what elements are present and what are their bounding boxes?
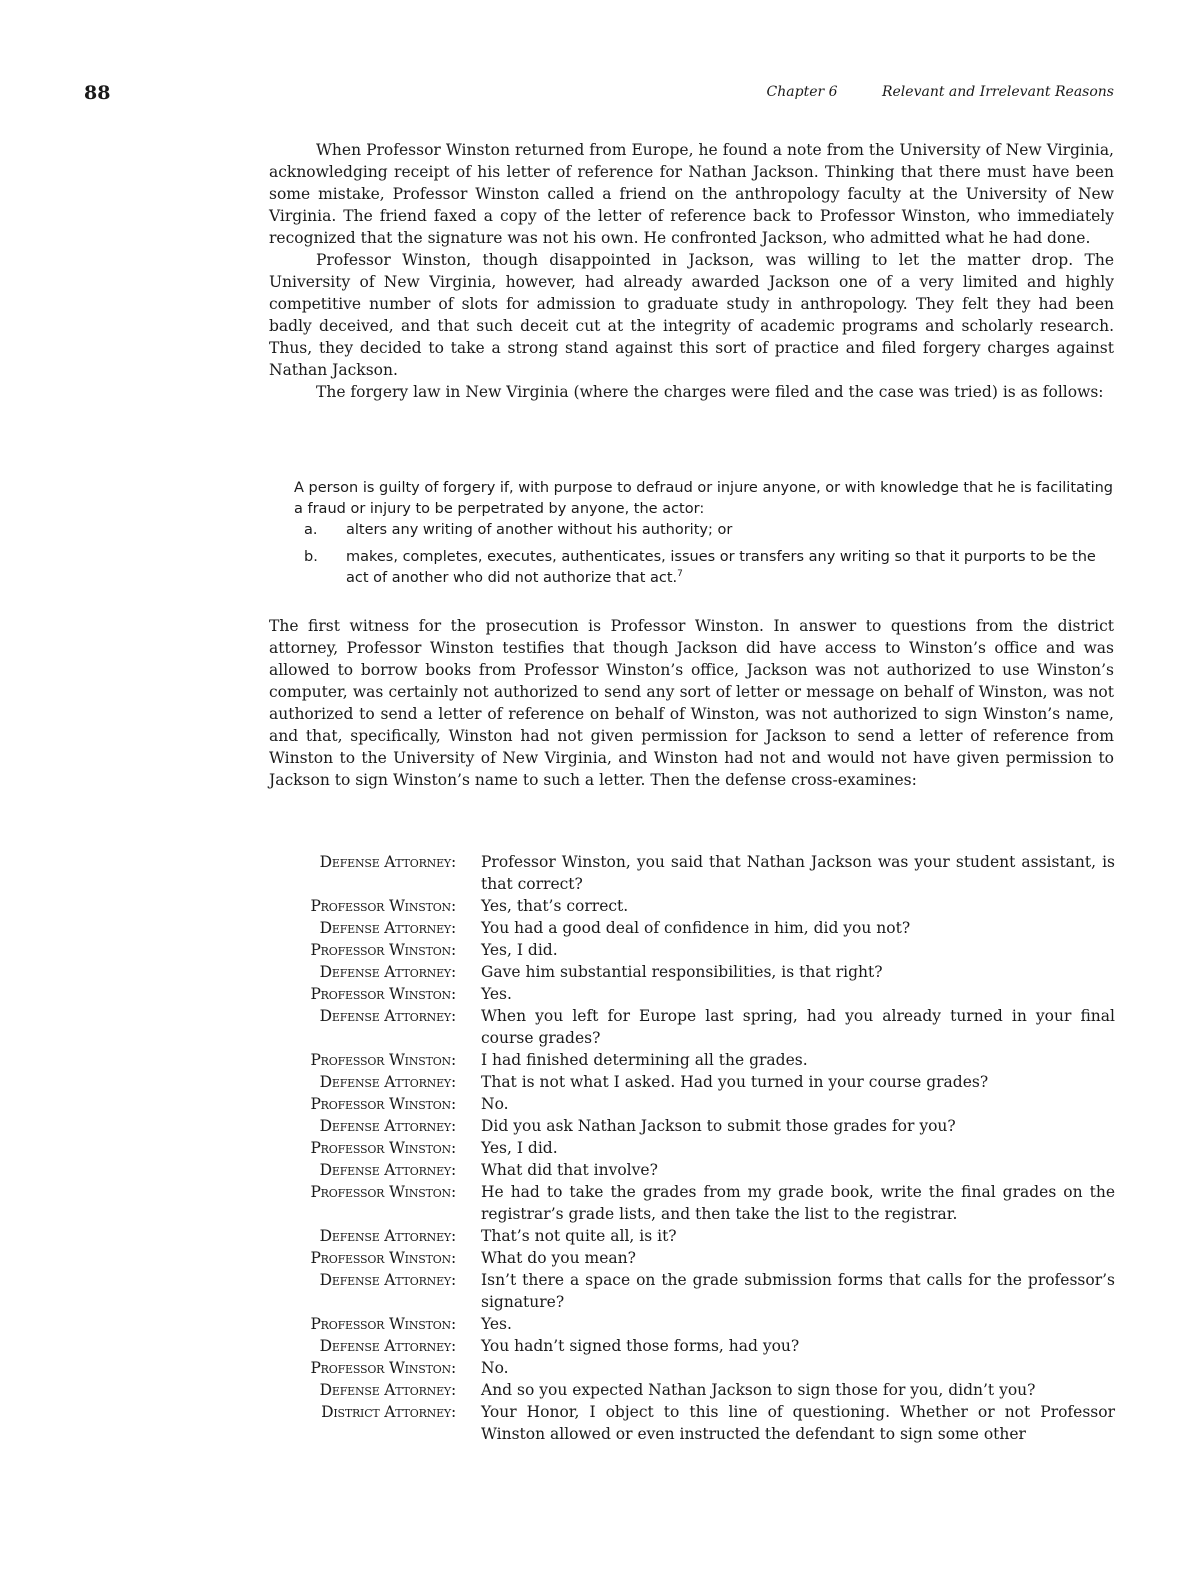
dialogue-line: Yes.: [481, 985, 512, 1003]
dialogue-turn: [250, 1313, 1115, 1335]
dialogue-line: Your Honor, I object to this line of questioning. Whether or not Professor Winston allowed or even instructed the defendant to sign some other: [481, 1403, 1115, 1443]
narrative-paragraph: When Professor Winston returned from Europe, he found a note from the University of New Virginia, acknowledging receipt of his letter of reference for Nathan Jackson. Thinking that there must have been some mistake, Professor Winston called a friend on the anthropology faculty at the University of New Virginia. The friend faxed a copy of the letter of reference back to Professor Winston, who immediately recognized that the signature was not his own. He confronted Jackson, who admitted what he had done.: [269, 141, 1114, 247]
dialogue-turn: [250, 983, 1115, 1005]
dialogue-turn: [250, 939, 1115, 961]
dialogue-turn: [250, 851, 1115, 895]
dialogue-line: What do you mean?: [481, 1249, 636, 1267]
dialogue-line: That is not what I asked. Had you turned in your course grades?: [481, 1073, 989, 1091]
dialogue-line: What did that involve?: [481, 1161, 658, 1179]
statute-quote: [294, 478, 1114, 589]
statute-intro: A person is guilty of forgery if, with purpose to defraud or injure anyone, or with knowledge that he is facilitating a fraud or injury to be perpetrated by anyone, the actor:: [294, 480, 1114, 517]
speaker-label: Professor Winston:: [310, 1183, 456, 1201]
speaker-label: Professor Winston:: [310, 985, 456, 1003]
dialogue-turn: [250, 1093, 1115, 1115]
dialogue-line: Professor Winston, you said that Nathan Jackson was your student assistant, is that correct?: [481, 853, 1115, 893]
speaker-label: Professor Winston:: [310, 1315, 456, 1333]
speaker-label: Defense Attorney:: [319, 1337, 456, 1355]
dialogue-line: Yes, I did.: [481, 1139, 558, 1157]
speaker-label: District Attorney:: [321, 1403, 456, 1421]
speaker-label: Defense Attorney:: [319, 1381, 456, 1399]
dialogue-turn: [250, 1247, 1115, 1269]
speaker-label: Professor Winston:: [310, 1139, 456, 1157]
dialogue-line: No.: [481, 1095, 509, 1113]
dialogue-line: No.: [481, 1359, 509, 1377]
dialogue-turn: [250, 1137, 1115, 1159]
dialogue-line: Did you ask Nathan Jackson to submit those grades for you?: [481, 1117, 956, 1135]
dialogue-turn: [250, 1357, 1115, 1379]
dialogue-turn: [250, 917, 1115, 939]
dialogue-turn: [250, 895, 1115, 917]
page-number: 88: [84, 82, 111, 104]
speaker-label: Defense Attorney:: [319, 1073, 456, 1091]
speaker-label: Defense Attorney:: [319, 963, 456, 981]
statute-item-text: makes, completes, executes, authenticates, issues or transfers any writing so that it purports to be the act of another who did not authorize that act.: [346, 549, 1096, 586]
chapter-title: Relevant and Irrelevant Reasons: [881, 84, 1114, 100]
dialogue-line: You hadn’t signed those forms, had you?: [481, 1337, 800, 1355]
dialogue-line: And so you expected Nathan Jackson to sign those for you, didn’t you?: [481, 1381, 1036, 1399]
speaker-label: Professor Winston:: [310, 1249, 456, 1267]
speaker-label: Professor Winston:: [310, 1095, 456, 1113]
statute-item: [294, 547, 1114, 589]
dialogue-turn: [250, 1005, 1115, 1049]
running-head: [767, 84, 1114, 100]
dialogue-line: I had finished determining all the grades.: [481, 1051, 808, 1069]
statute-item-mark: a.: [304, 522, 318, 538]
speaker-label: Defense Attorney:: [319, 1161, 456, 1179]
dialogue-turn: [250, 1269, 1115, 1313]
dialogue-turn: [250, 1181, 1115, 1225]
dialogue-line: When you left for Europe last spring, had you already turned in your final course grades?: [481, 1007, 1115, 1047]
speaker-label: Professor Winston:: [310, 1051, 456, 1069]
narrative-section: [269, 139, 1114, 403]
testimony-section: [269, 615, 1114, 791]
statute-item-text: alters any writing of another without his authority; or: [346, 522, 733, 538]
dialogue-line: He had to take the grades from my grade book, write the final grades on the registrar’s grade lists, and then take the list to the registrar.: [481, 1183, 1115, 1223]
speaker-label: Defense Attorney:: [319, 853, 456, 871]
statute-item-mark: b.: [304, 549, 318, 565]
dialogue-line: You had a good deal of confidence in him, did you not?: [481, 919, 911, 937]
speaker-label: Professor Winston:: [310, 897, 456, 915]
dialogue-turn: [250, 1401, 1115, 1445]
speaker-label: Professor Winston:: [310, 1359, 456, 1377]
speaker-label: Defense Attorney:: [319, 1007, 456, 1025]
dialogue-line: Gave him substantial responsibilities, is that right?: [481, 963, 883, 981]
dialogue-line: That’s not quite all, is it?: [481, 1227, 677, 1245]
dialogue-turn: [250, 1159, 1115, 1181]
narrative-paragraph: Professor Winston, though disappointed in Jackson, was willing to let the matter drop. The University of New Virginia, however, had already awarded Jackson one of a very limited and highly competitive number of slots for admission to graduate study in anthropology. They felt they had been badly deceived, and that such deceit cut at the integrity of academic programs and scholarly research. Thus, they decided to take a strong stand against this sort of practice and filed forgery charges against Nathan Jackson.: [269, 251, 1114, 379]
dialogue-turn: [250, 1379, 1115, 1401]
testimony-paragraph: The first witness for the prosecution is Professor Winston. In answer to questions from the district attorney, Professor Winston testifies that though Jackson did have access to Winston’s office and was allowed to borrow books from Professor Winston’s office, Jackson was not authorized to use Winston’s computer, was certainly not authorized to send any sort of letter or message on behalf of Winston, was not authorized to send a letter of reference on behalf of Winston, was not authorized to sign Winston’s name, and that, specifically, Winston had not given permission for Jackson to send a letter of reference from Winston to the University of New Virginia, and Winston had not and would not have given permission to Jackson to sign Winston’s name to such a letter. Then the defense cross-examines:: [269, 617, 1114, 789]
dialogue-line: Isn’t there a space on the grade submission forms that calls for the professor’s signature?: [481, 1271, 1115, 1311]
dialogue-line: Yes, I did.: [481, 941, 558, 959]
statute-item: [294, 520, 1114, 541]
dialogue-turn: [250, 1115, 1115, 1137]
chapter-label: Chapter 6: [766, 84, 838, 100]
statute-item-text-wrap: [346, 547, 1114, 589]
dialogue-turn: [250, 1071, 1115, 1093]
dialogue-turn: [250, 1225, 1115, 1247]
dialogue-line: Yes.: [481, 1315, 512, 1333]
speaker-label: Defense Attorney:: [319, 1117, 456, 1135]
speaker-label: Defense Attorney:: [319, 1271, 456, 1289]
narrative-paragraph: The forgery law in New Virginia (where the charges were filed and the case was tried) is as follows:: [316, 383, 1104, 401]
speaker-label: Professor Winston:: [310, 941, 456, 959]
dialogue-line: Yes, that’s correct.: [481, 897, 629, 915]
dialogue-turn: [250, 1335, 1115, 1357]
statute-list: [294, 520, 1114, 589]
cross-examination-dialogue: [250, 851, 1115, 1445]
dialogue-turn: [250, 1049, 1115, 1071]
speaker-label: Defense Attorney:: [319, 1227, 456, 1245]
speaker-label: Defense Attorney:: [319, 919, 456, 937]
dialogue-turn: [250, 961, 1115, 983]
footnote-marker: 7: [677, 569, 683, 580]
